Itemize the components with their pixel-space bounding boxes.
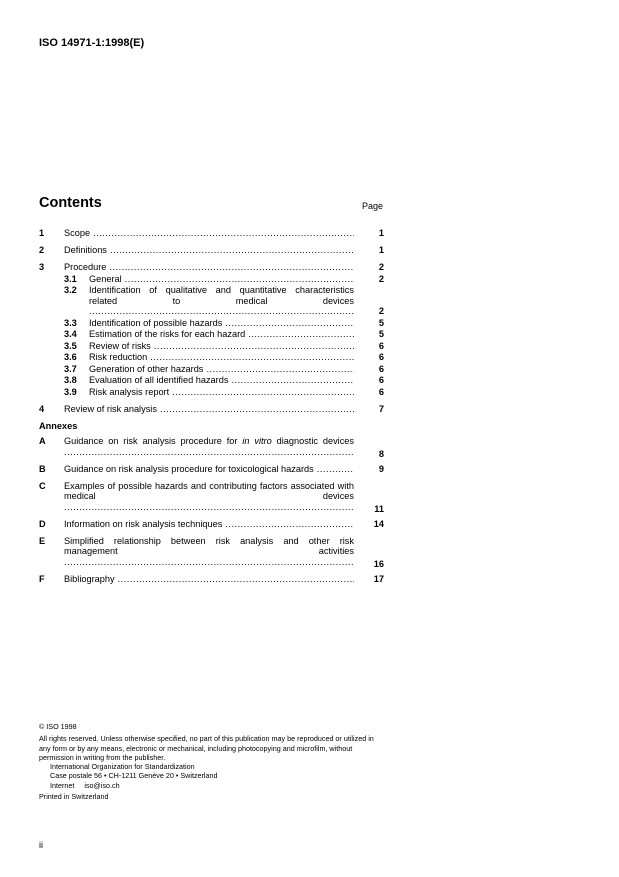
toc-entry-3-4[interactable] bbox=[39, 329, 384, 340]
document-header: ISO 14971-1:1998(E) bbox=[39, 37, 145, 49]
printed-in: Printed in Switzerland bbox=[39, 792, 109, 802]
annex-title-italic: in vitro bbox=[242, 436, 272, 446]
page-column-label: Page bbox=[361, 201, 383, 211]
annex-page: 17 bbox=[373, 573, 384, 584]
annex-entry-d[interactable] bbox=[39, 519, 384, 530]
toc-entry-page: 6 bbox=[378, 340, 384, 351]
toc-entry-page: 1 bbox=[378, 228, 384, 238]
toc-entry-page: 1 bbox=[378, 245, 384, 255]
toc-entry-page: 7 bbox=[378, 403, 384, 414]
rights-notice: All rights reserved. Unless otherwise specified, no part of this publication may be reproduced or utilized in any form or by any means, electronic or mechanical, including photocopying and microfilm, without permission in writing from the publisher. bbox=[39, 734, 374, 762]
annex-title: Examples of possible hazards and contributing factors associated with medical devices ..... bbox=[64, 481, 354, 513]
toc-entry-number: 3.1 bbox=[64, 273, 77, 284]
annex-entry-c[interactable] bbox=[39, 481, 384, 513]
annex-title: Bibliography ..... bbox=[64, 574, 354, 585]
toc-entry-title: Identification of qualitative and quantitative characteristics related to medical devices ..... bbox=[89, 285, 354, 317]
toc-entry-number: 3.6 bbox=[64, 352, 77, 362]
copyright-block bbox=[39, 722, 384, 801]
toc-entry-title: General ..... bbox=[89, 274, 354, 285]
annex-entry-a[interactable] bbox=[39, 436, 384, 457]
annex-page: 16 bbox=[373, 558, 384, 569]
toc-entry-number: 2 bbox=[39, 245, 45, 255]
toc-entry-3[interactable] bbox=[39, 262, 384, 273]
copyright-line: © ISO 1998 bbox=[39, 722, 77, 731]
annex-title: Guidance on risk analysis procedure for toxicological hazards ..... bbox=[64, 464, 354, 475]
toc-entry-title: Scope ..... bbox=[64, 228, 354, 239]
toc-entry-page: 6 bbox=[378, 352, 384, 362]
toc-entry-number: 1 bbox=[39, 228, 45, 238]
annex-letter: B bbox=[39, 463, 46, 474]
toc-entry-title: Procedure ..... bbox=[64, 262, 354, 273]
annex-title-part: diagnostic devices bbox=[271, 436, 354, 446]
annex-entry-e[interactable] bbox=[39, 536, 384, 568]
toc-entry-number: 3.8 bbox=[64, 375, 77, 385]
toc-entry-number: 3.7 bbox=[64, 363, 77, 374]
postal-address: Case postale 56 • CH-1211 Genève 20 • Switzerland bbox=[50, 771, 218, 781]
annex-letter: E bbox=[39, 535, 46, 546]
toc-entry-3-3[interactable] bbox=[39, 318, 384, 329]
annex-entry-f[interactable] bbox=[39, 574, 384, 585]
toc-entry-title: Definitions ..... bbox=[64, 245, 354, 256]
toc-entry-title: Risk reduction ..... bbox=[89, 352, 354, 363]
toc-entry-number: 3 bbox=[39, 262, 45, 272]
toc-entry-number: 4 bbox=[39, 403, 45, 414]
organization-name: International Organization for Standardization bbox=[50, 762, 195, 772]
toc-entry-page: 6 bbox=[378, 375, 384, 385]
toc-entry-3-9[interactable] bbox=[39, 387, 384, 398]
toc-entry-3-2[interactable] bbox=[39, 285, 384, 317]
annex-title bbox=[64, 436, 354, 457]
table-of-contents bbox=[39, 228, 384, 591]
annex-page: 11 bbox=[374, 503, 384, 514]
toc-entry-3-7[interactable] bbox=[39, 364, 384, 375]
toc-entry-title: Risk analysis report ..... bbox=[89, 387, 354, 398]
toc-entry-title: Review of risks ..... bbox=[89, 341, 354, 352]
toc-entry-3-8[interactable] bbox=[39, 375, 384, 386]
internet-address: Internet iso@iso.ch bbox=[50, 780, 120, 790]
toc-entry-page: 2 bbox=[378, 262, 384, 272]
toc-entry-title: Review of risk analysis ..... bbox=[64, 404, 354, 415]
toc-entry-title: Identification of possible hazards ..... bbox=[89, 318, 354, 329]
annex-letter: D bbox=[39, 518, 46, 529]
page-number: ii bbox=[39, 840, 43, 850]
annex-letter: C bbox=[39, 480, 46, 491]
annex-page: 14 bbox=[373, 518, 384, 529]
toc-entry-page: 5 bbox=[378, 329, 384, 339]
toc-entry-number: 3.4 bbox=[64, 329, 77, 339]
toc-entry-page: 2 bbox=[378, 273, 384, 284]
annex-letter: F bbox=[39, 573, 45, 584]
annexes-title: Annexes bbox=[39, 420, 78, 431]
contents-title: Contents bbox=[39, 195, 102, 211]
toc-entry-title: Evaluation of all identified hazards ..... bbox=[89, 375, 354, 386]
annex-title: Simplified relationship between risk analysis and other risk management activities ..... bbox=[64, 536, 354, 568]
toc-entry-number: 3.5 bbox=[64, 340, 77, 351]
toc-entry-title: Estimation of the risks for each hazard ..... bbox=[89, 329, 354, 340]
toc-entry-number: 3.3 bbox=[64, 317, 77, 328]
toc-entry-1[interactable] bbox=[39, 228, 384, 239]
toc-entry-page: 2 bbox=[378, 306, 384, 316]
annex-title-part: Guidance on risk analysis procedure for bbox=[64, 436, 243, 446]
toc-entry-number: 3.2 bbox=[64, 285, 77, 295]
toc-entry-page: 5 bbox=[378, 317, 384, 328]
annex-letter: A bbox=[39, 436, 46, 446]
toc-entry-3-1[interactable] bbox=[39, 274, 384, 285]
toc-entry-page: 6 bbox=[378, 386, 384, 397]
annex-title: Information on risk analysis techniques ..... bbox=[64, 519, 354, 530]
toc-entry-number: 3.9 bbox=[64, 386, 77, 397]
toc-entry-2[interactable] bbox=[39, 245, 384, 256]
annex-page: 9 bbox=[378, 463, 384, 474]
annex-entry-b[interactable] bbox=[39, 464, 384, 475]
toc-entry-page: 6 bbox=[378, 363, 384, 374]
toc-entry-title: Generation of other hazards ..... bbox=[89, 364, 354, 375]
toc-entry-4[interactable] bbox=[39, 404, 384, 415]
toc-entry-3-6[interactable] bbox=[39, 352, 384, 363]
annex-page: 8 bbox=[378, 448, 384, 459]
toc-entry-3-5[interactable] bbox=[39, 341, 384, 352]
